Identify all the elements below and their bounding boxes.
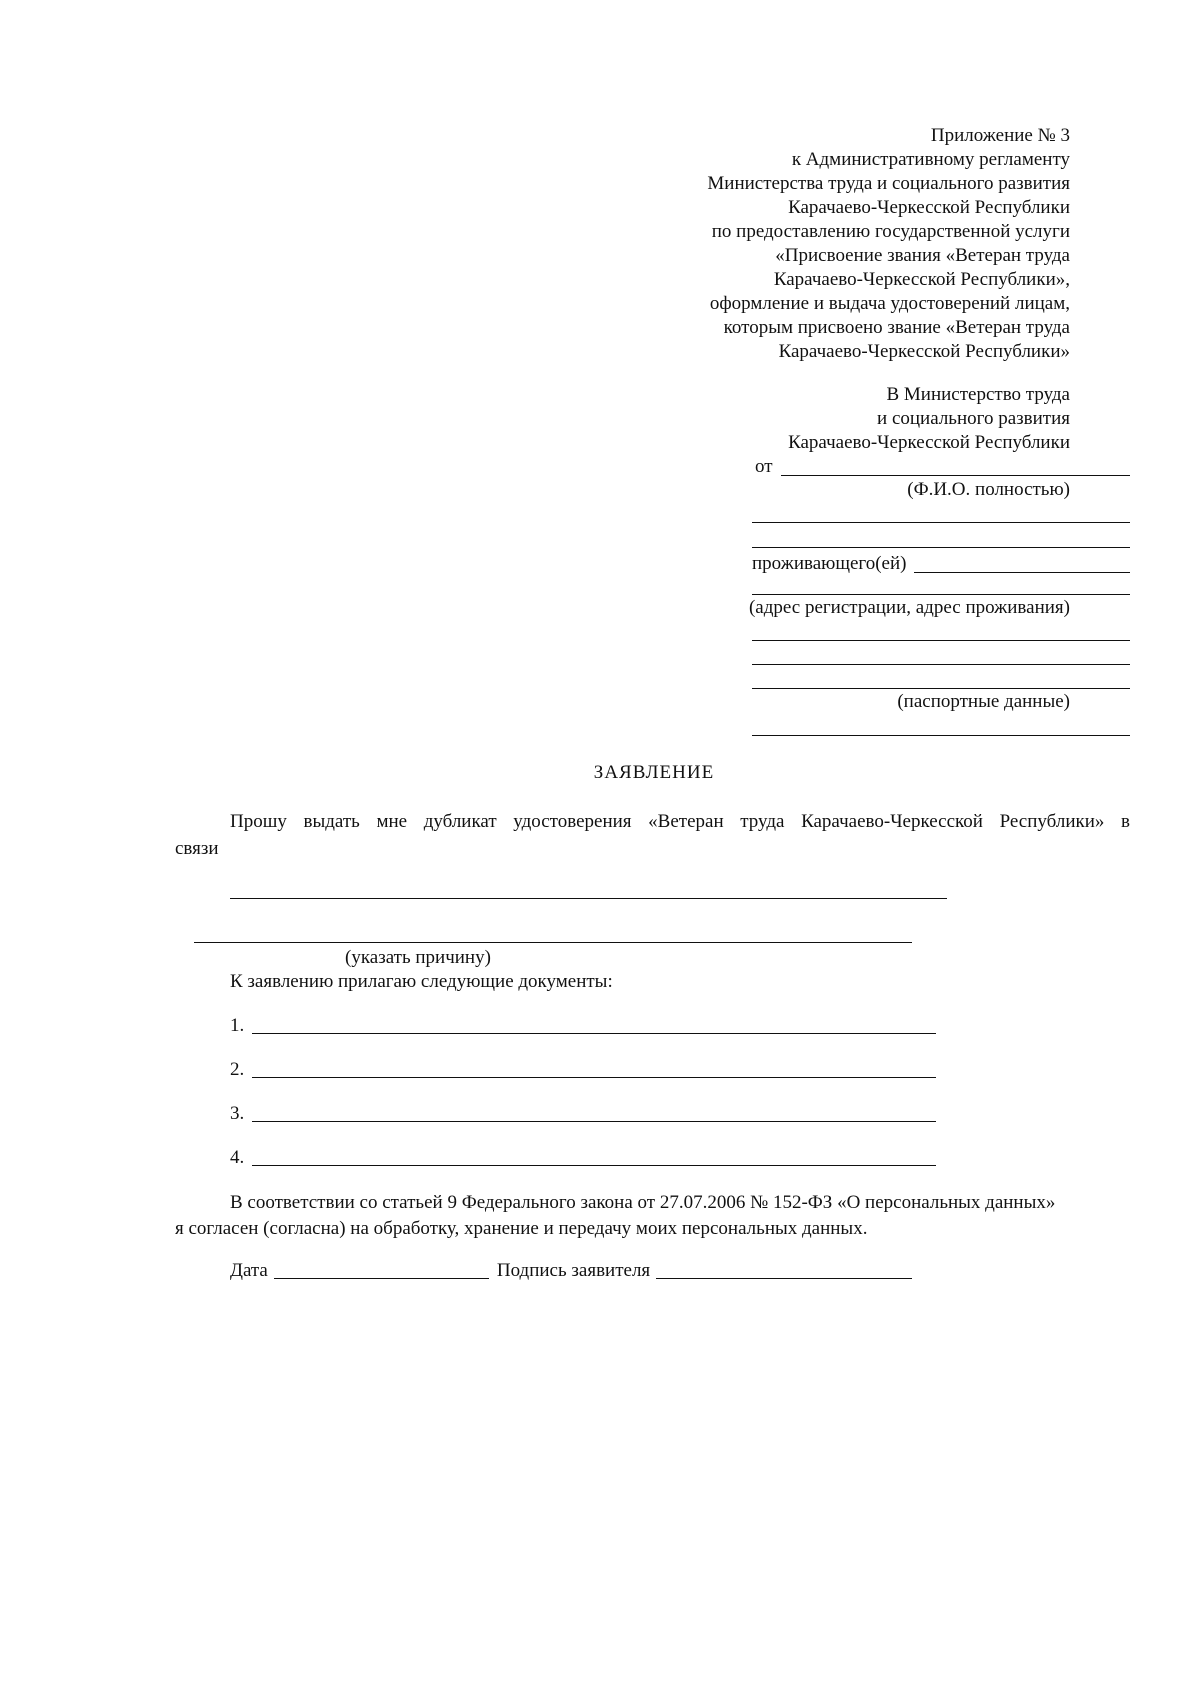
- attachment-row[interactable]: [230, 1014, 936, 1038]
- address-caption: (адрес регистрации, адрес проживания): [748, 597, 1070, 618]
- attachments-intro: К заявлению прилагаю следующие документы:: [230, 971, 613, 992]
- appendix-line: которым присвоено звание «Ветеран труда: [723, 317, 1070, 338]
- appendix-line: Карачаево-Черкесской Республики»,: [773, 269, 1070, 290]
- attachment-blank[interactable]: [252, 1015, 936, 1034]
- fio-rule[interactable]: [752, 522, 1130, 523]
- fio-caption: (Ф.И.О. полностью): [907, 479, 1070, 500]
- passport-rule[interactable]: [752, 735, 1130, 736]
- attachment-row[interactable]: [230, 1146, 936, 1170]
- appendix-line: Карачаево-Черкесской Республики»: [778, 341, 1070, 362]
- appendix-line: Карачаево-Черкесской Республики: [788, 197, 1070, 218]
- consent-paragraph: [175, 1190, 1165, 1242]
- address-rule[interactable]: [752, 640, 1130, 641]
- date-label: Дата: [230, 1260, 268, 1281]
- residing-field[interactable]: [752, 552, 1130, 576]
- residing-label: проживающего(ей): [752, 553, 907, 574]
- attachment-blank[interactable]: [252, 1147, 936, 1166]
- signature-label: Подпись заявителя: [496, 1260, 651, 1281]
- signature-row: [230, 1259, 912, 1283]
- from-label: от: [755, 456, 773, 477]
- request-line-2: связи: [175, 838, 219, 859]
- reason-rule[interactable]: [194, 942, 912, 943]
- fio-blank[interactable]: [781, 457, 1130, 476]
- fio-rule[interactable]: [752, 547, 1130, 548]
- attachment-number: 1.: [230, 1015, 245, 1036]
- attachment-blank[interactable]: [252, 1103, 936, 1122]
- addressee-line: Карачаево-Черкесской Республики: [788, 432, 1070, 453]
- date-blank[interactable]: [274, 1260, 489, 1279]
- appendix-line: Министерства труда и социального развития: [707, 173, 1070, 194]
- from-field[interactable]: [755, 455, 1130, 479]
- attachment-row[interactable]: [230, 1058, 936, 1082]
- addressee-block: [470, 383, 1070, 455]
- attachment-number: 4.: [230, 1147, 245, 1168]
- appendix-line: Приложение № 3: [930, 125, 1070, 146]
- consent-line-2: я согласен (согласна) на обработку, хранение и передачу моих персональных данных.: [175, 1218, 868, 1239]
- document-title: ЗАЯВЛЕНИЕ: [593, 762, 715, 783]
- passport-caption: (паспортные данные): [897, 691, 1070, 712]
- appendix-line: к Административному регламенту: [791, 149, 1070, 170]
- reason-rule[interactable]: [230, 898, 947, 899]
- attachment-row[interactable]: [230, 1102, 936, 1126]
- appendix-line: «Присвоение звания «Ветеран труда: [775, 245, 1070, 266]
- attachment-number: 2.: [230, 1059, 245, 1080]
- residing-blank[interactable]: [914, 554, 1130, 573]
- request-paragraph: [175, 808, 1130, 862]
- reason-caption: (указать причину): [345, 947, 491, 968]
- passport-rule[interactable]: [752, 688, 1130, 689]
- appendix-line: по предоставлению государственной услуги: [711, 221, 1070, 242]
- attachment-blank[interactable]: [252, 1059, 936, 1078]
- attachment-number: 3.: [230, 1103, 245, 1124]
- appendix-header: [470, 124, 1070, 364]
- consent-line-1: В соответствии со статьей 9 Федерального закона от 27.07.2006 № 152-ФЗ «О персональных данных»: [230, 1192, 1056, 1213]
- request-line-1: Прошу выдать мне дубликат удостоверения «Ветеран труда Карачаево-Черкесской Республики» в: [230, 811, 1130, 832]
- addressee-line: и социального развития: [877, 408, 1070, 429]
- addressee-line: В Министерство труда: [886, 384, 1070, 405]
- address-rule[interactable]: [752, 664, 1130, 665]
- signature-blank[interactable]: [656, 1260, 912, 1279]
- address-rule[interactable]: [752, 594, 1130, 595]
- appendix-line: оформление и выдача удостоверений лицам,: [709, 293, 1070, 314]
